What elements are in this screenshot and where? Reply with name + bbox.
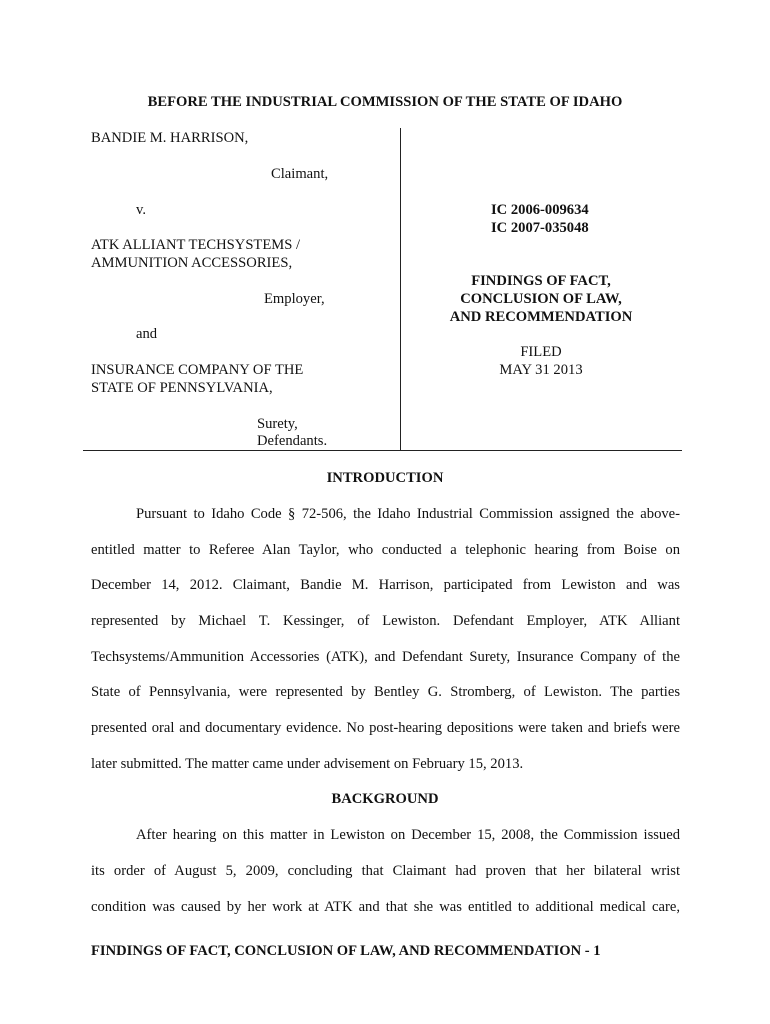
filed-date: MAY 31 2013 [499,362,583,378]
defendants-role: Defendants. [257,433,328,449]
surety-name-line2: STATE OF PENNSYLVANIA, [91,380,273,396]
document-title-line2: CONCLUSION OF LAW, [460,291,622,307]
intro-line: State of Pennsylvania, were represented by Bentley G. Stromberg, of Lewiston. The parties [91,684,680,700]
intro-line: entitled matter to Referee Alan Taylor, who conducted a telephonic hearing from Boise on [91,542,680,558]
employer-name-line1: ATK ALLIANT TECHSYSTEMS / [91,237,301,253]
intro-line: Techsystems/Ammunition Accessories (ATK), and Defendant Surety, Insurance Company of the [91,649,680,665]
and-label: and [136,326,158,342]
document-title-line1: FINDINGS OF FACT, [471,273,611,289]
intro-line: later submitted. The matter came under advisement on February 15, 2013. [91,756,524,772]
introduction-heading: INTRODUCTION [326,470,444,486]
page-footer: FINDINGS OF FACT, CONCLUSION OF LAW, AND RECOMMENDATION - 1 [91,943,601,959]
commission-heading: BEFORE THE INDUSTRIAL COMMISSION OF THE STATE OF IDAHO [147,94,623,110]
intro-line: December 14, 2012. Claimant, Bandie M. Harrison, participated from Lewiston and was [91,577,680,593]
surety-role: Surety, [257,416,298,432]
intro-line: represented by Michael T. Kessinger, of Lewiston. Defendant Employer, ATK Alliant [91,613,680,629]
background-line: its order of August 5, 2009, concluding that Claimant had proven that her bilateral wrist [91,863,680,879]
caption-horizontal-rule [83,450,682,451]
filed-label: FILED [520,344,562,360]
background-heading: BACKGROUND [331,791,439,807]
document-title-line3: AND RECOMMENDATION [449,309,633,325]
claimant-name: BANDIE M. HARRISON, [91,130,249,146]
intro-line: presented oral and documentary evidence. No post-hearing depositions were taken and briefs were [91,720,680,736]
employer-name-line2: AMMUNITION ACCESSORIES, [91,255,293,271]
surety-name-line1: INSURANCE COMPANY OF THE [91,362,304,378]
intro-line: Pursuant to Idaho Code § 72-506, the Idaho Industrial Commission assigned the above- [136,506,680,522]
background-line: condition was caused by her work at ATK and that she was entitled to additional medical care, [91,899,680,915]
case-number-2: IC 2007-035048 [491,220,589,236]
versus-label: v. [136,202,146,218]
employer-role: Employer, [264,291,325,307]
claimant-role: Claimant, [271,166,329,182]
background-line: After hearing on this matter in Lewiston on December 15, 2008, the Commission issued [136,827,680,843]
case-number-1: IC 2006-009634 [491,202,589,218]
